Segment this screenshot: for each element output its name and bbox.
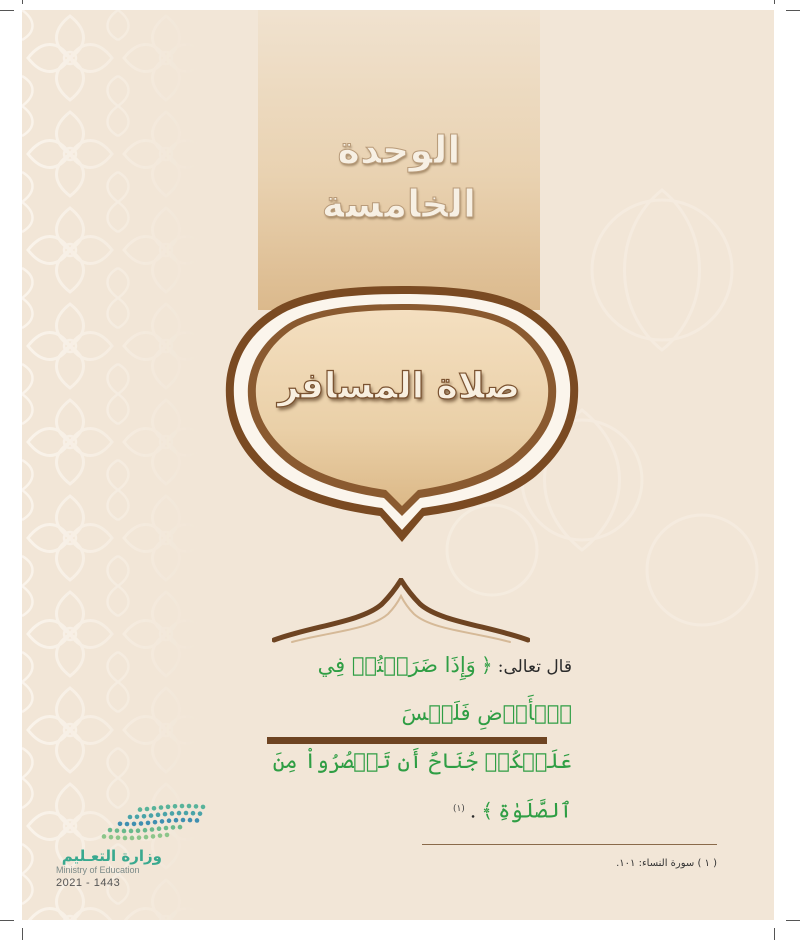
crop-mark-br-h [786, 920, 800, 921]
verse-text-1: وَإِذَا ضَرَبۡتُمۡ فِي ٱلۡأَرۡضِ فَلَيۡسَ [317, 653, 572, 725]
lesson-title-frame [212, 280, 592, 550]
verse-close-bracket: ﴾ [481, 798, 494, 823]
footnote-rule [422, 844, 717, 845]
verse-open-bracket: ﴿ [480, 653, 493, 677]
verse-intro: قال تعالى: [497, 657, 572, 677]
lesson-title: صلاة المسافر [277, 366, 520, 407]
book-page [22, 10, 774, 920]
verse-line-1 [237, 642, 572, 738]
unit-label: الوحدة [337, 128, 461, 172]
verse-footnote-marker: (١) [452, 804, 465, 814]
crop-mark-tr-h [786, 10, 800, 11]
crop-mark-tr-v [774, 0, 775, 4]
crop-mark-tl-h [0, 10, 14, 11]
ministry-year: 2021 - 1443 [56, 877, 121, 889]
verse-text-2: عَلَيۡكُمۡ جُنَاحٌ أَن تَقۡصُرُواْ مِنَ ٱلصَّلَوٰةِ [272, 749, 572, 823]
ministry-name-arabic: وزارة التعـليم [61, 847, 162, 865]
ministry-name-english: Ministry of Education [56, 865, 140, 875]
unit-number: الخامسة [321, 182, 477, 226]
verse-line-2 [237, 738, 572, 835]
ministry-logo-dots-icon [100, 802, 212, 842]
crop-mark-tl-v [22, 0, 23, 4]
verse-period: . [469, 798, 477, 823]
verse-underline-bar [267, 737, 547, 744]
footnote-text: ( ١ ) سورة النساء: ١٠١. [616, 858, 717, 869]
crop-mark-bl-h [0, 920, 14, 921]
crop-mark-bl-v [22, 928, 23, 940]
verse-arch-ornament [272, 578, 530, 644]
crop-mark-br-v [774, 928, 775, 940]
